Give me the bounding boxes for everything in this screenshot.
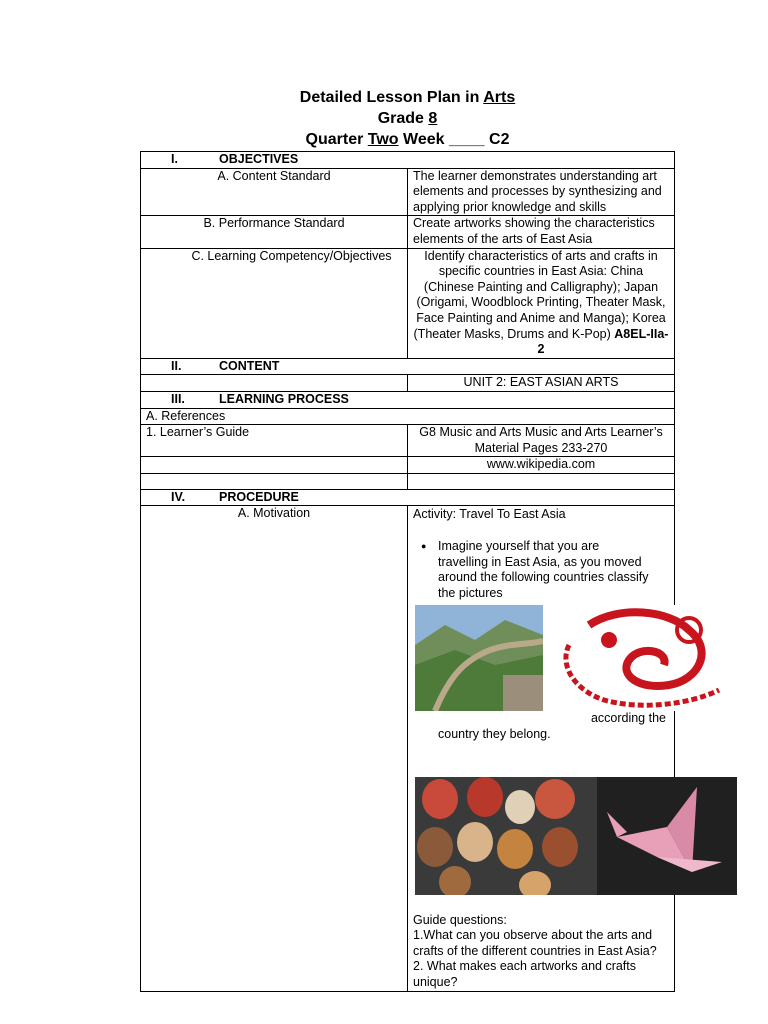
grade: 8 bbox=[428, 110, 438, 127]
country-text: country they belong. bbox=[438, 727, 551, 742]
website-link[interactable]: www.wikipedia.com bbox=[408, 457, 675, 474]
unit-text: UNIT 2: EAST ASIAN ARTS bbox=[408, 375, 675, 392]
quarter: Two bbox=[367, 131, 399, 148]
performance-standard-row bbox=[141, 216, 675, 248]
title-line-2: Grade 8 bbox=[377, 110, 438, 127]
activity-title: Activity: Travel To East Asia bbox=[413, 507, 566, 522]
competency-text: Identify characteristics of arts and crafts in specific countries in East Asia: China (Chinese Painting and Calligraphy); Japan (Origami, Woodblock Printing, Theater Mask, Face Painting and Anime and Manga); Korea (Theater Masks, Drums and K-Pop) A8EL-IIa-2 bbox=[408, 248, 675, 358]
origami-crane-image bbox=[597, 777, 737, 895]
competency-label: C. Learning Competency/Objectives bbox=[141, 248, 408, 358]
content-heading: CONTENT bbox=[219, 358, 280, 373]
image-row-2 bbox=[413, 777, 669, 895]
guide-question-1: 1.What can you observe about the arts and crafts of the different countries in East Asia? bbox=[413, 928, 657, 958]
content-header-row: II. CONTENT bbox=[141, 358, 675, 375]
content-standard-row bbox=[141, 168, 675, 216]
guide-question-2: 2. What makes each artworks and crafts unique? bbox=[413, 959, 637, 989]
title-line-1: Detailed Lesson Plan in Arts bbox=[299, 89, 516, 106]
motivation-label: A. Motivation bbox=[141, 506, 408, 991]
guide-questions-title: Guide questions: bbox=[413, 912, 507, 927]
learners-guide-text: G8 Music and Arts Music and Arts Learner’s Material Pages 233-270 bbox=[408, 425, 675, 457]
paper-dragon-image bbox=[549, 605, 737, 711]
objectives-heading: OBJECTIVES bbox=[219, 152, 299, 166]
blank-row bbox=[141, 473, 675, 489]
according-text: according the bbox=[590, 711, 666, 726]
content-standard-label: A. Content Standard bbox=[141, 168, 408, 216]
masks-image bbox=[415, 777, 597, 895]
lesson-plan-table bbox=[140, 151, 675, 992]
performance-standard-text: Create artworks showing the characteristics elements of the arts of East Asia bbox=[408, 216, 675, 248]
learning-process-heading: LEARNING PROCESS bbox=[219, 391, 349, 406]
great-wall-image bbox=[415, 605, 543, 711]
learning-process-header-row: III. LEARNING PROCESS bbox=[141, 391, 675, 408]
learners-guide-label: 1. Learner’s Guide bbox=[141, 425, 408, 457]
website-row bbox=[141, 457, 675, 474]
activity-bullet: ● Imagine yourself that you are travelling in East Asia, as you moved around the following countries classify the pictures bbox=[413, 539, 649, 601]
references-row bbox=[141, 408, 675, 425]
performance-standard-label: B. Performance Standard bbox=[141, 216, 408, 248]
title-line-3: Quarter Two Week ____ C2 bbox=[305, 131, 510, 148]
references-label: A. References bbox=[141, 408, 675, 425]
motivation-cell bbox=[408, 506, 675, 991]
objectives-header-row: I. OBJECTIVES bbox=[141, 152, 675, 169]
subject: Arts bbox=[483, 89, 516, 106]
procedure-header-row: IV. PROCEDURE bbox=[141, 489, 675, 506]
procedure-heading: PROCEDURE bbox=[219, 489, 299, 504]
motivation-row bbox=[141, 506, 675, 991]
learners-guide-row bbox=[141, 425, 675, 457]
content-standard-text: The learner demonstrates understanding art elements and processes by synthesizing and applying prior knowledge and skills bbox=[408, 168, 675, 216]
competency-row bbox=[141, 248, 675, 358]
image-row-1 bbox=[413, 605, 669, 711]
competency-code: A8EL-IIa-2 bbox=[537, 326, 669, 357]
unit-row bbox=[141, 375, 675, 392]
